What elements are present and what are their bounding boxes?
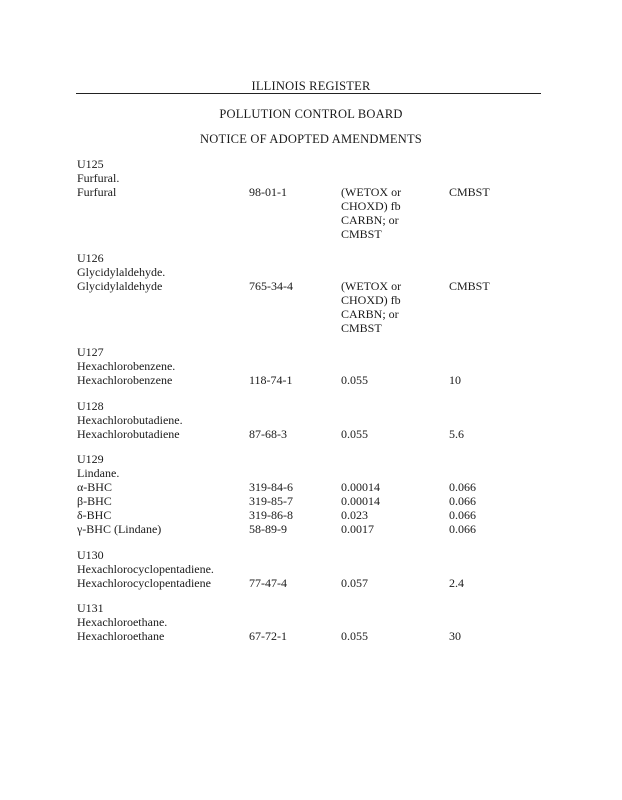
wastewater-standard: 0.00014 xyxy=(341,494,380,508)
cas-number: 87-68-3 xyxy=(249,427,287,441)
waste-group-name: Hexachlorobutadiene. xyxy=(77,413,183,427)
notice-title: NOTICE OF ADOPTED AMENDMENTS xyxy=(200,132,422,146)
wastewater-standard: 0.00014 xyxy=(341,480,380,494)
nonwastewater-standard: 0.066 xyxy=(449,480,476,494)
wastewater-standard: 0.055 xyxy=(341,427,368,441)
nonwastewater-standard: 10 xyxy=(449,373,461,387)
header-rule xyxy=(76,93,541,94)
cas-number: 98-01-1 xyxy=(249,185,287,199)
waste-group-name: Lindane. xyxy=(77,466,120,480)
constituent-name: α-BHC xyxy=(77,480,112,494)
constituent-name: Hexachlorocyclopentadiene xyxy=(77,576,211,590)
waste-code: U126 xyxy=(77,251,104,265)
constituent-name: Glycidylaldehyde xyxy=(77,279,163,293)
waste-code: U125 xyxy=(77,157,104,171)
cas-number: 118-74-1 xyxy=(249,373,293,387)
wastewater-standard-line: CHOXD) fb xyxy=(341,199,401,213)
wastewater-standard: 0.055 xyxy=(341,629,368,643)
cas-number: 319-86-8 xyxy=(249,508,293,522)
nonwastewater-standard: 0.066 xyxy=(449,494,476,508)
wastewater-standard: 0.057 xyxy=(341,576,368,590)
wastewater-standard-line: CMBST xyxy=(341,321,382,335)
nonwastewater-standard: 0.066 xyxy=(449,508,476,522)
nonwastewater-standard: 30 xyxy=(449,629,461,643)
cas-number: 319-84-6 xyxy=(249,480,293,494)
wastewater-standard-line: CMBST xyxy=(341,227,382,241)
waste-code: U131 xyxy=(77,601,104,615)
register-title: ILLINOIS REGISTER xyxy=(251,79,371,93)
cas-number: 319-85-7 xyxy=(249,494,293,508)
nonwastewater-standard: 5.6 xyxy=(449,427,464,441)
waste-code: U130 xyxy=(77,548,104,562)
wastewater-standard-line: CHOXD) fb xyxy=(341,293,401,307)
nonwastewater-standard: CMBST xyxy=(449,279,490,293)
wastewater-standard-line: (WETOX or xyxy=(341,279,402,293)
waste-code: U127 xyxy=(77,345,104,359)
waste-group-name: Furfural. xyxy=(77,171,120,185)
waste-group-name: Hexachloroethane. xyxy=(77,615,168,629)
constituent-name: Hexachloroethane xyxy=(77,629,165,643)
constituent-name: δ-BHC xyxy=(77,508,112,522)
wastewater-standard: 0.055 xyxy=(341,373,368,387)
board-title: POLLUTION CONTROL BOARD xyxy=(219,107,403,121)
waste-group-name: Hexachlorocyclopentadiene. xyxy=(77,562,214,576)
constituent-name: β-BHC xyxy=(77,494,112,508)
wastewater-standard: 0.0017 xyxy=(341,522,374,536)
wastewater-standard: 0.023 xyxy=(341,508,368,522)
cas-number: 765-34-4 xyxy=(249,279,293,293)
constituent-name: γ-BHC (Lindane) xyxy=(77,522,162,536)
constituent-name: Furfural xyxy=(77,185,117,199)
nonwastewater-standard: 2.4 xyxy=(449,576,464,590)
cas-number: 67-72-1 xyxy=(249,629,287,643)
wastewater-standard-line: (WETOX or xyxy=(341,185,402,199)
nonwastewater-standard: 0.066 xyxy=(449,522,476,536)
waste-group-name: Glycidylaldehyde. xyxy=(77,265,166,279)
constituent-name: Hexachlorobutadiene xyxy=(77,427,180,441)
cas-number: 58-89-9 xyxy=(249,522,287,536)
cas-number: 77-47-4 xyxy=(249,576,287,590)
nonwastewater-standard: CMBST xyxy=(449,185,490,199)
wastewater-standard-line: CARBN; or xyxy=(341,213,399,227)
waste-code: U128 xyxy=(77,399,104,413)
waste-code: U129 xyxy=(77,452,104,466)
wastewater-standard-line: CARBN; or xyxy=(341,307,399,321)
waste-group-name: Hexachlorobenzene. xyxy=(77,359,176,373)
constituent-name: Hexachlorobenzene xyxy=(77,373,173,387)
